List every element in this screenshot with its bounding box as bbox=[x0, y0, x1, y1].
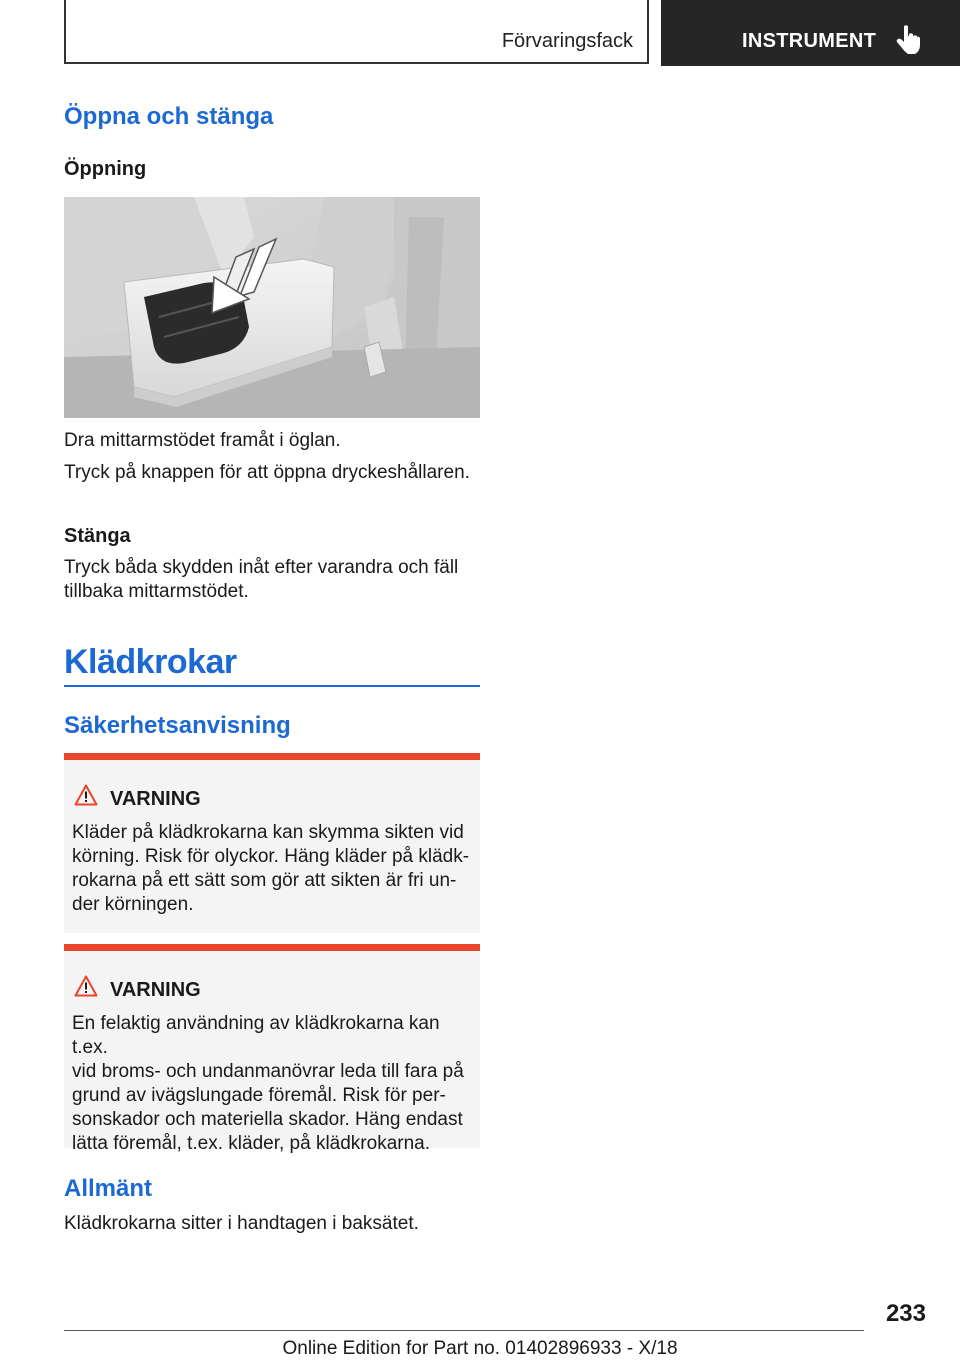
page-number: 233 bbox=[885, 1300, 926, 1327]
section-tab bbox=[64, 0, 649, 64]
heading-coat-hooks: Klädkrokar bbox=[64, 643, 237, 681]
warning-line: der körningen. bbox=[72, 894, 194, 915]
closing-text-line-1: Tryck båda skydden inåt efter varandra och fäll bbox=[64, 557, 459, 578]
warning-triangle-icon bbox=[74, 784, 98, 806]
warning-triangle-icon bbox=[74, 975, 98, 997]
warning-text bbox=[72, 1012, 476, 1156]
warning-text bbox=[72, 821, 476, 917]
armrest-illustration bbox=[64, 197, 480, 418]
closing-text-line-2: tillbaka mittarmstödet. bbox=[64, 581, 249, 602]
heading-closing: Stänga bbox=[64, 525, 131, 547]
warning-line: rokarna på ett sätt som gör att sikten är fri un- bbox=[72, 870, 457, 891]
footer-divider bbox=[64, 1330, 864, 1331]
page-header bbox=[0, 0, 960, 66]
warning-title: VARNING bbox=[110, 979, 201, 1001]
chapter-title: INSTRUMENT bbox=[742, 30, 877, 52]
warning-box-2 bbox=[64, 944, 480, 1154]
warning-box-1 bbox=[64, 753, 480, 933]
warning-line: körning. Risk för olyckor. Häng kläder på klädk- bbox=[72, 846, 470, 867]
general-text: Klädkrokarna sitter i handtagen i baksätet. bbox=[64, 1213, 419, 1234]
warning-title: VARNING bbox=[110, 788, 201, 810]
section-title: Förvaringsfack bbox=[501, 30, 633, 52]
warning-line: En felaktig användning av klädkrokarna kan t.ex. bbox=[72, 1013, 440, 1058]
warning-line: vid broms- och undanmanövrar leda till fara på bbox=[72, 1061, 464, 1082]
pointing-hand-icon bbox=[895, 24, 921, 54]
opening-step-1: Dra mittarmstödet framåt i öglan. bbox=[64, 430, 341, 451]
heading-open-close: Öppna och stänga bbox=[64, 103, 274, 130]
warning-line: lätta föremål, t.ex. kläder, på klädkrokarna. bbox=[72, 1133, 431, 1154]
opening-step-2: Tryck på knappen för att öppna dryckeshållaren. bbox=[64, 462, 470, 483]
heading-safety: Säkerhetsanvisning bbox=[64, 712, 291, 739]
warning-line: sonskador och materiella skador. Häng endast bbox=[72, 1109, 463, 1130]
warning-line: Kläder på klädkrokarna kan skymma sikten vid bbox=[72, 822, 464, 843]
heading-underline bbox=[64, 685, 480, 687]
heading-opening: Öppning bbox=[64, 158, 147, 180]
footer-edition: Online Edition for Part no. 01402896933 - X/18 bbox=[282, 1338, 678, 1359]
heading-general: Allmänt bbox=[64, 1175, 153, 1202]
warning-line: grund av ivägslungade föremål. Risk för per- bbox=[72, 1085, 446, 1106]
chapter-tab bbox=[661, 0, 960, 66]
